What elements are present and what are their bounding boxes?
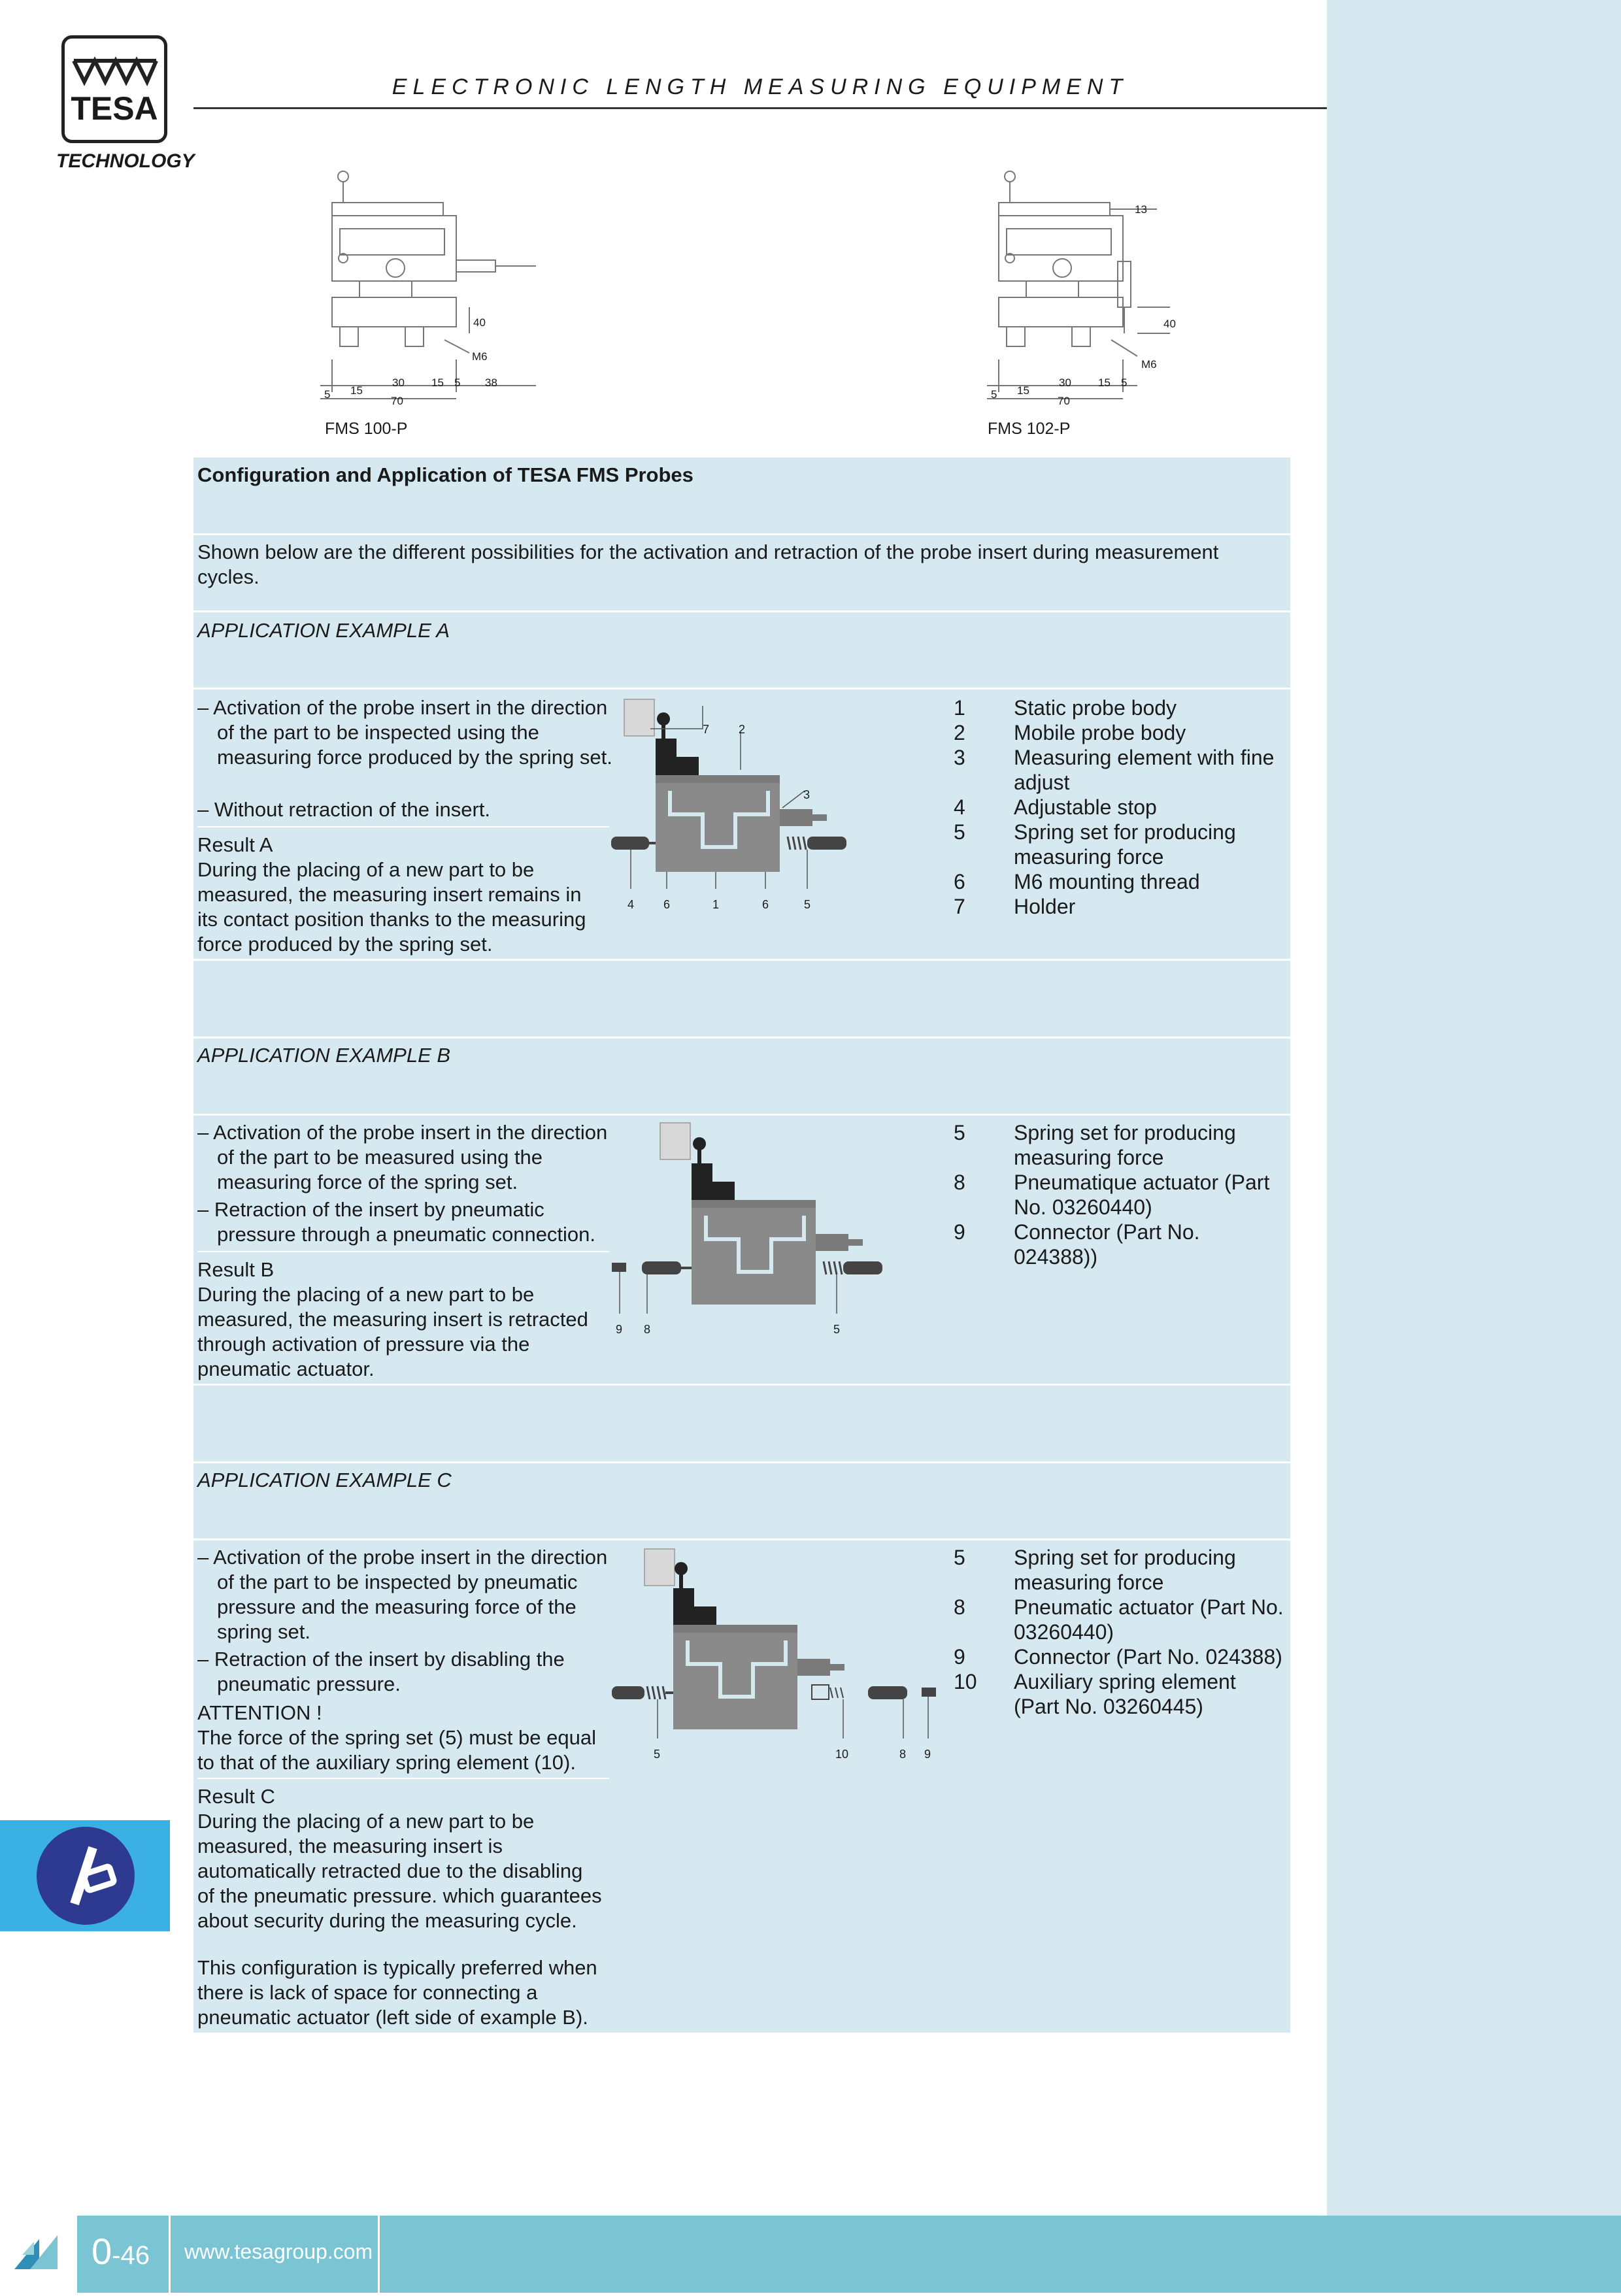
footer-separator [169,2216,171,2293]
example-c-result-title: Result C [197,1785,275,1808]
page-header-title: ELECTRONIC LENGTH MEASURING EQUIPMENT [392,75,1129,99]
callout-label: 9 [616,1323,623,1336]
text-divider [197,1778,609,1779]
dimension-label: 38 [485,376,497,389]
legend-item: 2 Mobile probe body [954,721,1186,744]
logo-tagline: TECHNOLOGY [56,150,195,172]
callout-label: 6 [762,898,769,911]
row-divider [193,1461,1290,1463]
tesa-wave-icon [65,48,164,93]
example-b-result-title: Result B [197,1258,275,1281]
callout-label: 5 [804,898,811,911]
example-c-title: APPLICATION EXAMPLE C [197,1469,452,1491]
legend-item: 4 Adjustable stop [954,795,1157,819]
example-c-note: This configuration is typically preferred when there is lack of space for connecting a pneumatic actuator (left side of example B). [197,1956,597,2029]
attention-text: The force of the spring set (5) must be equal to that of the auxiliary spring element (10). [197,1726,596,1774]
intro-text: Shown below are the different possibilities for the activation and retraction of the probe insert during measurement cycles. [197,541,1219,588]
legend-item: 6 M6 mounting thread [954,870,1200,893]
attention-title: ATTENTION ! [197,1701,322,1724]
callout-label: 4 [627,898,635,911]
legend-item: 5 Spring set for producing measuring force [954,1121,1236,1169]
logo-brand: TESA [71,90,158,127]
example-a-diagram [611,693,860,915]
section-symbol-icon [37,1827,135,1925]
callout-label: 5 [654,1748,661,1761]
example-b-legend [954,1120,1284,1269]
callout-label: 8 [644,1323,651,1336]
callout-label: 5 [833,1323,841,1336]
example-b-diagram [608,1118,895,1340]
dimension-label: 70 [1058,395,1070,407]
example-a-result-text: During the placing of a new part to be measured, the measuring insert remains in its contact position thanks to the measuring force produced by the spring set. [197,858,586,956]
row-divider [193,533,1290,535]
row-divider [193,1114,1290,1116]
probe-diagram-b [608,1118,895,1340]
callout-label: 10 [835,1748,849,1761]
example-c-legend [954,1545,1284,1719]
legend-item: 1 Static probe body [954,696,1177,720]
dimension-label: M6 [1141,358,1157,371]
example-c-result-text: During the placing of a new part to be measured, the measuring insert is automatically retracted due to the disabling of the pneumatic pressure. which guarantees about security during the measuring cycle. [197,1810,602,1932]
example-b-title: APPLICATION EXAMPLE B [197,1044,451,1067]
dimension-label: 40 [1163,318,1176,330]
example-c-diagram [608,1542,948,1765]
callout-label: 3 [803,788,811,801]
row-divider [193,1539,1290,1540]
drawing-caption: FMS 100-P [325,420,408,438]
callout-label: 8 [899,1748,907,1761]
legend-item: 8 Pneumatique actuator (Part No. 03260440) [954,1171,1270,1219]
legend-item: 9 Connector (Part No. 024388) [954,1645,1282,1669]
dimension-label: M6 [472,350,488,363]
row-divider [193,610,1290,612]
callout-label: 6 [663,898,671,911]
example-a-legend [954,695,1284,919]
footer-separator [378,2216,380,2293]
dimension-label: 5 [991,388,997,401]
legend-item: 10 Auxiliary spring element (Part No. 03260445) [954,1670,1236,1718]
tesa-mark-icon [0,2216,77,2293]
dimension-label: 70 [391,395,403,407]
legend-item: 7 Holder [954,895,1076,918]
example-b-result-text: During the placing of a new part to be measured, the measuring insert is retracted through activation of pressure via the pneumatic actuator. [197,1283,588,1380]
example-a-bullet: – Without retraction of the insert. [197,798,490,821]
drawing-fms-100-p [314,163,549,412]
example-c-bullet: – Retraction of the insert by disabling the pneumatic pressure. [197,1648,565,1695]
right-margin-strip [1327,0,1621,2216]
dimension-label: 30 [1059,376,1071,389]
probe-diagram-a [611,693,860,915]
footer-logo-box [0,2216,77,2293]
callout-label: 1 [712,898,720,911]
dimension-label: 15 [1017,384,1029,397]
section-heading: Configuration and Application of TESA FMS Probes [197,463,694,486]
dimension-label: 40 [473,316,486,329]
example-b-bullet: – Retraction of the insert by pneumatic pressure through a pneumatic connection. [197,1198,596,1246]
page-number: 0-46 [92,2231,150,2272]
dimension-label: 5 [324,388,331,401]
dimension-label: 15 [431,376,444,389]
dimension-label: 15 [1098,376,1111,389]
row-divider [193,688,1290,690]
section-icon [37,1827,135,1925]
text-divider [197,1251,609,1252]
legend-item: 8 Pneumatic actuator (Part No. 03260440) [954,1595,1284,1644]
drawing-fms-102-p [980,163,1216,412]
dimension-label: 15 [350,384,363,397]
legend-item: 3 Measuring element with fine adjust [954,746,1275,794]
example-a-result-title: Result A [197,833,273,856]
callout-label: 9 [924,1748,931,1761]
footer-url-link[interactable]: www.tesagroup.com [184,2240,373,2263]
dimension-label: 5 [1121,376,1128,389]
drawing-caption: FMS 102-P [988,420,1071,438]
example-a-title: APPLICATION EXAMPLE A [197,619,450,642]
example-b-bullet: – Activation of the probe insert in the direction of the part to be measured using the measuring force of the spring set. [197,1121,608,1193]
example-a-bullet: – Activation of the probe insert in the direction of the part to be inspected using the measuring force produced by the spring set. [197,696,612,769]
header-rule [193,107,1327,109]
callout-label: 2 [739,723,746,736]
legend-item: 9 Connector (Part No. 024388)) [954,1220,1200,1269]
legend-item: 5 Spring set for producing measuring force [954,820,1236,869]
text-divider [197,826,609,827]
legend-item: 5 Spring set for producing measuring force [954,1546,1236,1594]
dimension-label: 30 [392,376,405,389]
example-c-bullet: – Activation of the probe insert in the direction of the part to be inspected by pneumatic pressure and the measuring force of the spring set. [197,1546,608,1643]
row-divider [193,959,1290,961]
probe-diagram-c [608,1542,948,1765]
row-divider [193,1037,1290,1039]
row-divider [193,1384,1290,1386]
dimension-label: 5 [454,376,461,389]
dimension-label: 13 [1135,203,1147,216]
callout-label: 7 [703,723,710,736]
